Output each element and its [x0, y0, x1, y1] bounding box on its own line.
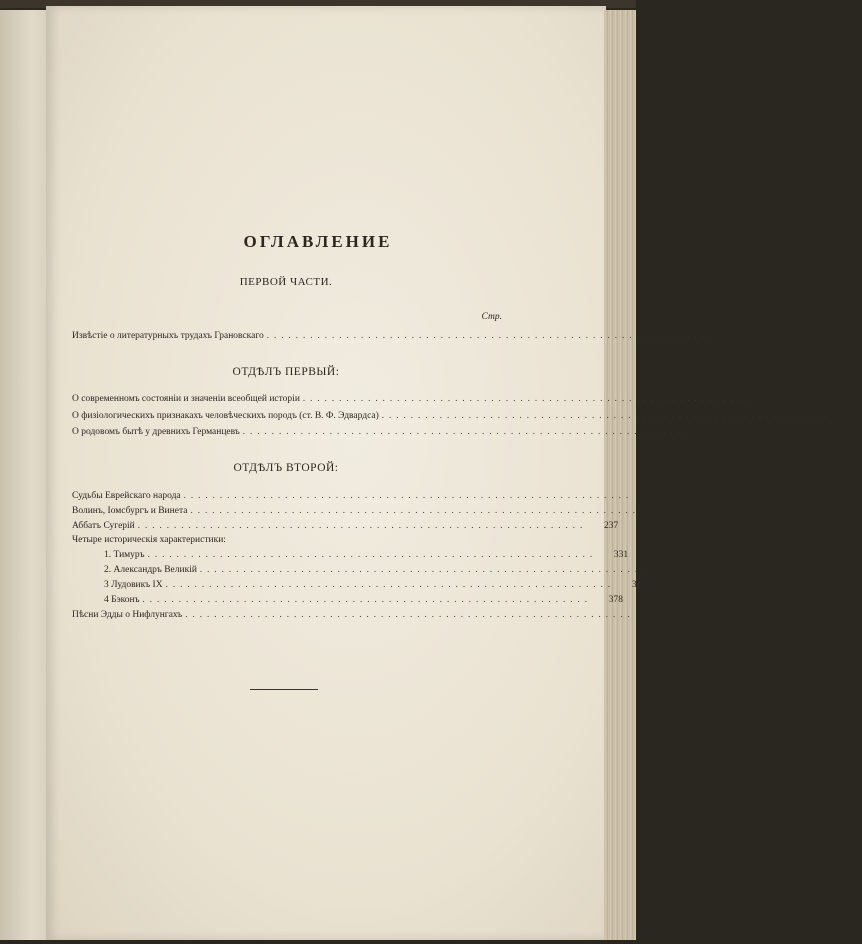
dot-leader: ..............................................................	[302, 393, 753, 403]
toc-entry-page: 378	[608, 595, 624, 605]
dot-leader: ..............................................................	[185, 609, 635, 619]
dot-leader: ..............................................................	[137, 520, 588, 530]
toc-entry	[72, 502, 671, 516]
dot-leader: ..............................................................	[142, 594, 593, 604]
dot-leader: ..............................................................	[190, 505, 640, 515]
toc-subtitle: ПЕРВОЙ ЧАСТИ.	[239, 276, 333, 288]
toc-entry-text: Пѣсни Эдды о Нифлунгахъ	[72, 610, 183, 620]
toc-subentry	[104, 546, 629, 560]
toc-entry-text: Извѣстіе о литературныхъ трудахъ Грановскаго	[72, 331, 264, 341]
toc-entry-page: 155	[649, 491, 665, 501]
toc-subentry	[104, 576, 647, 590]
dot-leader: ..............................................................	[242, 426, 693, 436]
dot-leader: ..............................................................	[165, 579, 616, 589]
dot-leader: ..............................................................	[381, 410, 832, 420]
toc-entry-page: 48	[852, 411, 862, 421]
toc-entry-page: 331	[613, 550, 629, 560]
closing-rule	[250, 689, 318, 690]
toc-entry	[72, 606, 666, 620]
page-stack-edge	[604, 10, 636, 940]
toc-entry-text: 2. Александръ Великій	[104, 565, 197, 575]
toc-entry	[72, 390, 784, 404]
toc-entry-page: 5	[742, 331, 748, 341]
dot-leader: ..............................................................	[266, 330, 717, 340]
toc-entry	[72, 487, 665, 501]
toc-entry-text: 1. Тимуръ	[104, 550, 145, 560]
toc-subentry	[104, 561, 681, 575]
toc-entry-page: 129	[709, 427, 724, 437]
toc-entry-page: 393	[651, 610, 666, 620]
toc-entry	[72, 423, 724, 437]
toc-entry-page: 343	[666, 565, 681, 575]
toc-entry-page: 362	[631, 580, 647, 590]
section-title-first: ОТДѢЛЪ ПЕРВЫЙ:	[232, 366, 340, 378]
toc-entry	[72, 327, 748, 341]
toc-entry-text: Судьбы Еврейскаго народа	[72, 491, 181, 501]
toc-entry-page: 187	[656, 506, 671, 516]
toc-entry-text: Аббатъ Сугерій	[72, 521, 135, 531]
toc-subentry	[104, 591, 624, 605]
toc-entry	[72, 407, 862, 421]
toc-group-heading	[72, 531, 502, 545]
toc-entry-page: 237	[604, 521, 619, 531]
toc-entry-text: Волинъ, Іомсбургъ и Винета	[72, 506, 188, 516]
toc-entry-text: О физіологическихъ признакахъ человѣческихъ породъ (ст. В. Ф. Эдвардса)	[72, 411, 379, 421]
section-title-second: ОТДѢЛЪ ВТОРОЙ:	[233, 462, 339, 474]
toc-entry-text: О современномъ состояніи и значеніи всеобщей исторіи	[72, 394, 300, 404]
dot-leader: ..............................................................	[199, 564, 650, 574]
toc-entry-text: 3 Лудовикъ IX	[104, 580, 163, 590]
toc-entry-page: 25	[773, 394, 784, 404]
dot-leader: ..............................................................	[147, 549, 598, 559]
toc-entry	[72, 517, 619, 531]
toc-entry-text: О родовомъ бытѣ у древнихъ Германцевъ	[72, 427, 240, 437]
dot-leader: ..............................................................	[183, 490, 634, 500]
page-column-label: Стр.	[481, 312, 502, 322]
toc-group-heading-text: Четыре историческія характеристики:	[72, 535, 226, 545]
toc-entry-text: 4 Бэконъ	[104, 595, 140, 605]
toc-title: ОГЛАВЛЕНИЕ	[243, 232, 393, 251]
